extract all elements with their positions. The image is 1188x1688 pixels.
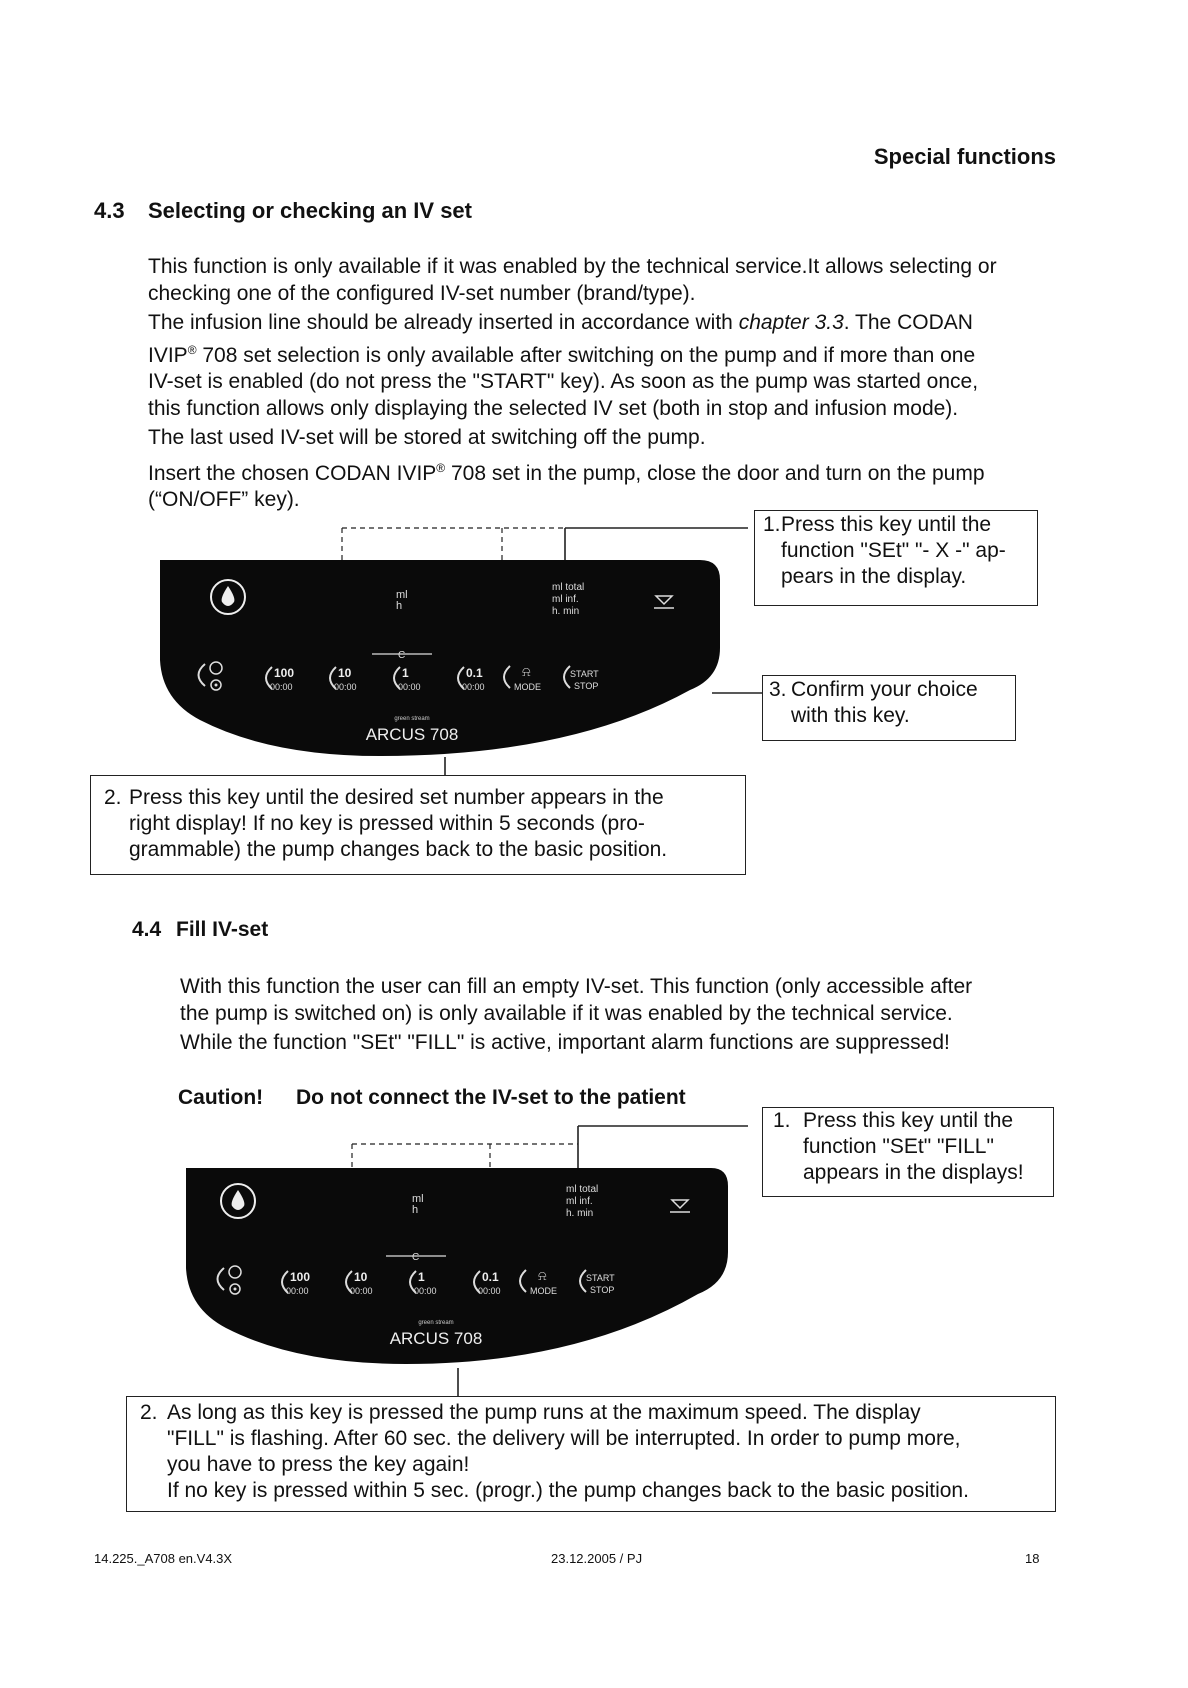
chapter-ref: chapter 3.3 [738, 311, 844, 334]
stop-label: STOP [590, 1285, 615, 1295]
callout-line: Press this key until the [781, 513, 992, 536]
text-line: While the function "SEt" "FILL" is active, important alarm functions are suppressed! [180, 1031, 950, 1054]
c-label: C [412, 1252, 420, 1263]
bell-off-icon: ⍾ [538, 1268, 547, 1283]
brand-logo: ARCUS 708 [365, 725, 459, 744]
display-label: ml inf. [566, 1196, 593, 1207]
key-time: 00:00 [478, 1286, 501, 1296]
unit-label: h [396, 600, 403, 612]
key-time: 00:00 [270, 682, 293, 692]
callout-number: 1. [763, 513, 781, 536]
callout-body [167, 1400, 969, 1504]
start-stop-key [580, 1270, 615, 1295]
callout-line: you have to press the key again! [167, 1453, 470, 1476]
callout-number: 1. [773, 1109, 791, 1132]
footer-page-number: 18 [1025, 1551, 1040, 1566]
text-line: The last used IV-set will be stored at switching off the pump. [148, 426, 706, 449]
callout-line: with this key. [791, 704, 910, 727]
key-value: 10 [338, 666, 352, 680]
callout-2 [90, 775, 746, 875]
bell-off-icon: ⍾ [522, 664, 531, 679]
section-44-title: Fill IV-set [176, 918, 269, 941]
display-label: ml inf. [552, 594, 579, 605]
key-value: 1 [402, 666, 409, 680]
caution-label: Caution! [178, 1086, 264, 1109]
mode-label: MODE [530, 1286, 557, 1296]
text-fragment: Insert the chosen CODAN IVIP [148, 461, 437, 485]
text-fragment: . The CODAN [843, 311, 973, 334]
key-value: 1 [418, 1270, 425, 1284]
callout-body [129, 785, 667, 863]
display-label: h. min [552, 606, 580, 617]
section-44-number: 4.4 [132, 918, 162, 941]
key-time: 00:00 [334, 682, 357, 692]
key-time: 00:00 [350, 1286, 373, 1296]
text-fragment: 708 set selection is only available after switching on the pump and if more than one [196, 343, 976, 367]
caution-text: Do not connect the IV-set to the patient [296, 1086, 686, 1109]
footer-date: 23.12.2005 / PJ [551, 1551, 643, 1566]
key-value: 100 [274, 666, 295, 680]
text-line: the pump is switched on) is only available if it was enabled by the technical service. [180, 1001, 953, 1025]
callout-line: Press this key until the [803, 1109, 1014, 1132]
callout-line: If no key is pressed within 5 sec. (progr.) the pump changes back to the basic position. [167, 1479, 969, 1502]
callout-number: 3. [769, 678, 787, 701]
text-line: checking one of the configured IV-set number (brand/type). [148, 281, 696, 305]
footer-doc-id: 14.225._A708 en.V4.3X [94, 1551, 233, 1566]
callout-line: function "SEt" "- X -" ap- [781, 539, 1006, 562]
callout-fill-2 [126, 1396, 1056, 1512]
callout-number: 2. [104, 786, 122, 809]
text-line: With this function the user can fill an empty IV-set. This function (only accessible after [180, 975, 973, 998]
unit-label: ml [396, 589, 408, 601]
text-fragment: IVIP [148, 343, 188, 367]
registered-mark: ® [436, 460, 446, 475]
text-fragment: 708 set in the pump, close the door and turn on the pump [445, 461, 985, 485]
key-time: 00:00 [286, 1286, 309, 1296]
stop-label: STOP [574, 681, 599, 691]
registered-mark: ® [187, 342, 197, 357]
callout-body [781, 512, 1006, 590]
callout-body [791, 677, 978, 729]
pump-panel-1 [150, 560, 730, 760]
text-fragment: The infusion line should be already inserted in accordance with [148, 311, 739, 334]
callout-fill-1 [762, 1107, 1054, 1197]
callout-1 [754, 510, 1038, 606]
unit-label: h [412, 1204, 419, 1216]
start-label: START [570, 669, 599, 679]
unit-label: ml [412, 1193, 424, 1205]
display-label: ml total [566, 1184, 599, 1195]
mode-label: MODE [514, 682, 541, 692]
callout-line: Confirm your choice [791, 678, 978, 701]
callout-line: As long as this key is pressed the pump runs at the maximum speed. The display [167, 1401, 921, 1424]
callout-body [803, 1108, 1024, 1186]
page-header: Special functions [873, 144, 1056, 169]
key-time: 00:00 [462, 682, 485, 692]
key-value: 100 [290, 1270, 311, 1284]
key-time: 00:00 [414, 1286, 437, 1296]
brand-logo: ARCUS 708 [389, 1329, 483, 1348]
key-value: 10 [354, 1270, 368, 1284]
key-time: 00:00 [398, 682, 421, 692]
key-value: 0.1 [482, 1270, 499, 1284]
brand-tagline: green stream [418, 1320, 454, 1326]
callout-line: pears in the display. [781, 565, 967, 588]
callout-line: appears in the displays! [803, 1161, 1024, 1184]
callout-line: right display! If no key is pressed within 5 seconds (pro- [129, 812, 645, 835]
section-43-title: Selecting or checking an IV set [148, 198, 472, 223]
callout-line: grammable) the pump changes back to the basic position. [129, 838, 668, 861]
display-label: h. min [566, 1208, 594, 1219]
section-44-text [180, 974, 1080, 1057]
callout-line: "FILL" is flashing. After 60 sec. the delivery will be interrupted. In order to pump more, [167, 1427, 961, 1450]
section-43-number: 4.3 [94, 198, 125, 223]
key-value: 0.1 [466, 666, 483, 680]
callout-line: Press this key until the desired set number appears in the [129, 786, 664, 809]
pump-panel-2 [176, 1168, 736, 1368]
text-line: this function allows only displaying the selected IV set (both in stop and infusion mode). [148, 396, 959, 420]
start-stop-key [564, 666, 599, 691]
callout-number: 2. [140, 1401, 158, 1424]
c-label: C [398, 650, 406, 661]
brand-tagline: green stream [394, 716, 430, 722]
display-label: ml total [552, 582, 585, 593]
callout-line: function "SEt" "FILL" [803, 1135, 994, 1158]
callout-3 [762, 675, 1016, 741]
text-line: IV-set is enabled (do not press the "START" key). As soon as the pump was started once, [148, 370, 979, 393]
text-line: (“ON/OFF” key). [148, 488, 300, 511]
text-line: This function is only available if it was enabled by the technical service.It allows selecting or [148, 255, 997, 278]
start-label: START [586, 1273, 615, 1283]
